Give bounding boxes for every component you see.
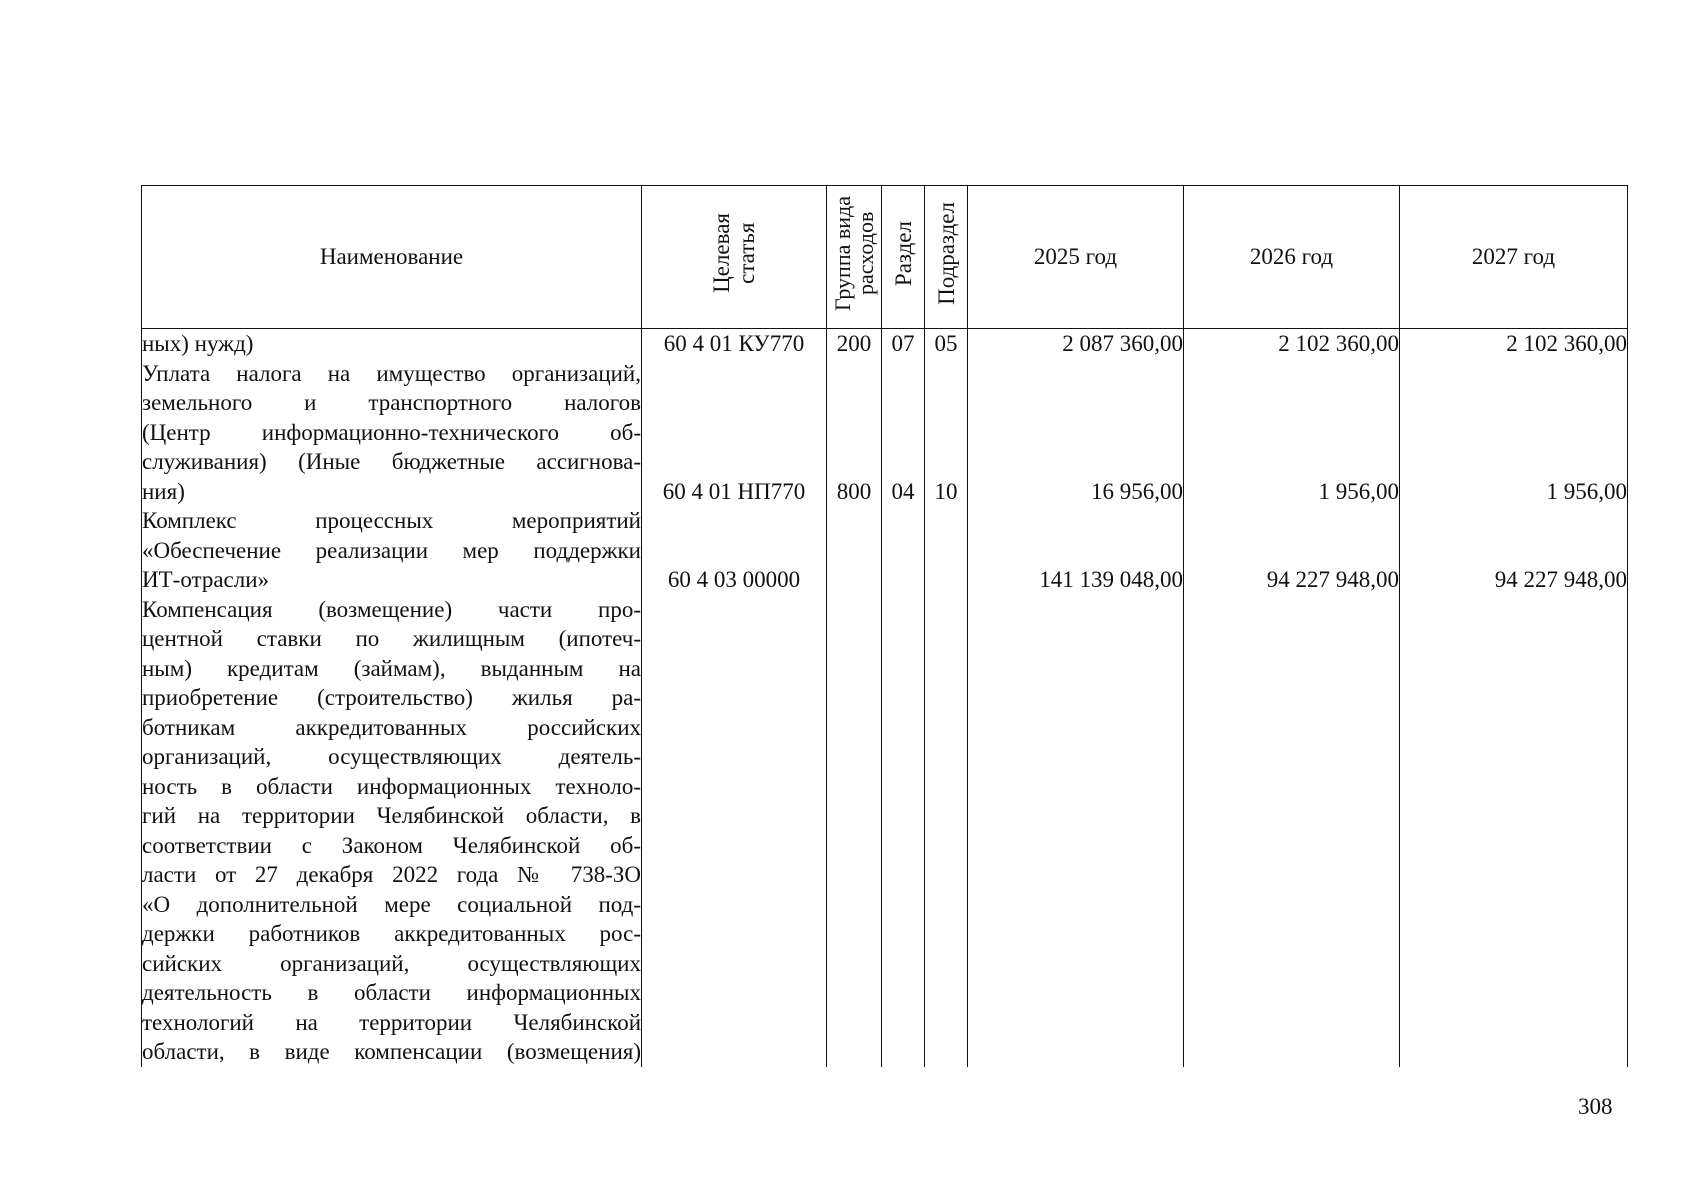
row-section: 07 <box>882 329 925 359</box>
row-value-2025: 16 956,00 <box>968 359 1184 507</box>
table-row <box>142 506 1628 595</box>
row-value-2027 <box>1400 595 1628 1067</box>
row-value-2025: 2 087 360,00 <box>968 329 1184 359</box>
budget-table <box>141 185 1628 1067</box>
table-row <box>142 329 1628 359</box>
row-name: ных) нужд) <box>142 329 642 359</box>
header-target-article: Целевая статья <box>642 186 827 329</box>
row-name: Компенсация (возмещение) части про- центной ставки по жилищным (ипотеч- ным) кредитам (займам), выданным на приобретение (строительство) жилья ра- ботникам аккредитованных российских организаций, осуществляющих деятель- ность в области информационных техноло- гий на территории Челябинской области, в соответствии с Законом Челябинской об- ласти от 27 декабря 2022 года № 738-ЗО «О дополнительной мере социальной под- держки работников аккредитованных рос- сийских организаций, осуществляющих деятельность в области информационных технологий на территории Челябинской области, в виде компенсации (возмещения) <box>142 595 642 1067</box>
row-value-2027: 94 227 948,00 <box>1400 506 1628 595</box>
row-section <box>882 506 925 595</box>
row-section: 04 <box>882 359 925 507</box>
table-row <box>142 595 1628 1067</box>
page-number: 308 <box>1578 1094 1613 1119</box>
row-subsection: 05 <box>925 329 968 359</box>
row-target-article: 60 4 01 НП770 <box>642 359 827 507</box>
row-expense-group: 200 <box>827 329 882 359</box>
row-expense-group <box>827 595 882 1067</box>
row-subsection <box>925 506 968 595</box>
table-row <box>142 359 1628 507</box>
row-target-article: 60 4 03 00000 <box>642 506 827 595</box>
row-value-2026 <box>1184 595 1400 1067</box>
header-year-2025: 2025 год <box>968 186 1184 329</box>
row-value-2025 <box>968 595 1184 1067</box>
row-expense-group: 800 <box>827 359 882 507</box>
row-value-2027: 1 956,00 <box>1400 359 1628 507</box>
row-name: Комплекс процессных мероприятий «Обеспечение реализации мер поддержки ИТ-отрасли» <box>142 506 642 595</box>
row-section <box>882 595 925 1067</box>
header-subsection: Подраздел <box>925 186 968 329</box>
row-value-2026: 94 227 948,00 <box>1184 506 1400 595</box>
row-expense-group <box>827 506 882 595</box>
row-value-2026: 2 102 360,00 <box>1184 329 1400 359</box>
row-target-article: 60 4 01 КУ770 <box>642 329 827 359</box>
header-year-2026: 2026 год <box>1184 186 1400 329</box>
row-value-2026: 1 956,00 <box>1184 359 1400 507</box>
row-target-article <box>642 595 827 1067</box>
row-value-2025: 141 139 048,00 <box>968 506 1184 595</box>
row-name: Уплата налога на имущество организаций, земельного и транспортного налогов (Центр информационно-технического об- служивания) (Иные бюджетные ассигнова- ния) <box>142 359 642 507</box>
header-expense-group: Группа вида расходов <box>827 186 882 329</box>
header-name: Наименование <box>142 186 642 329</box>
table-header-row <box>142 186 1628 329</box>
header-year-2027: 2027 год <box>1400 186 1628 329</box>
row-subsection: 10 <box>925 359 968 507</box>
header-section: Раздел <box>882 186 925 329</box>
row-value-2027: 2 102 360,00 <box>1400 329 1628 359</box>
row-subsection <box>925 595 968 1067</box>
